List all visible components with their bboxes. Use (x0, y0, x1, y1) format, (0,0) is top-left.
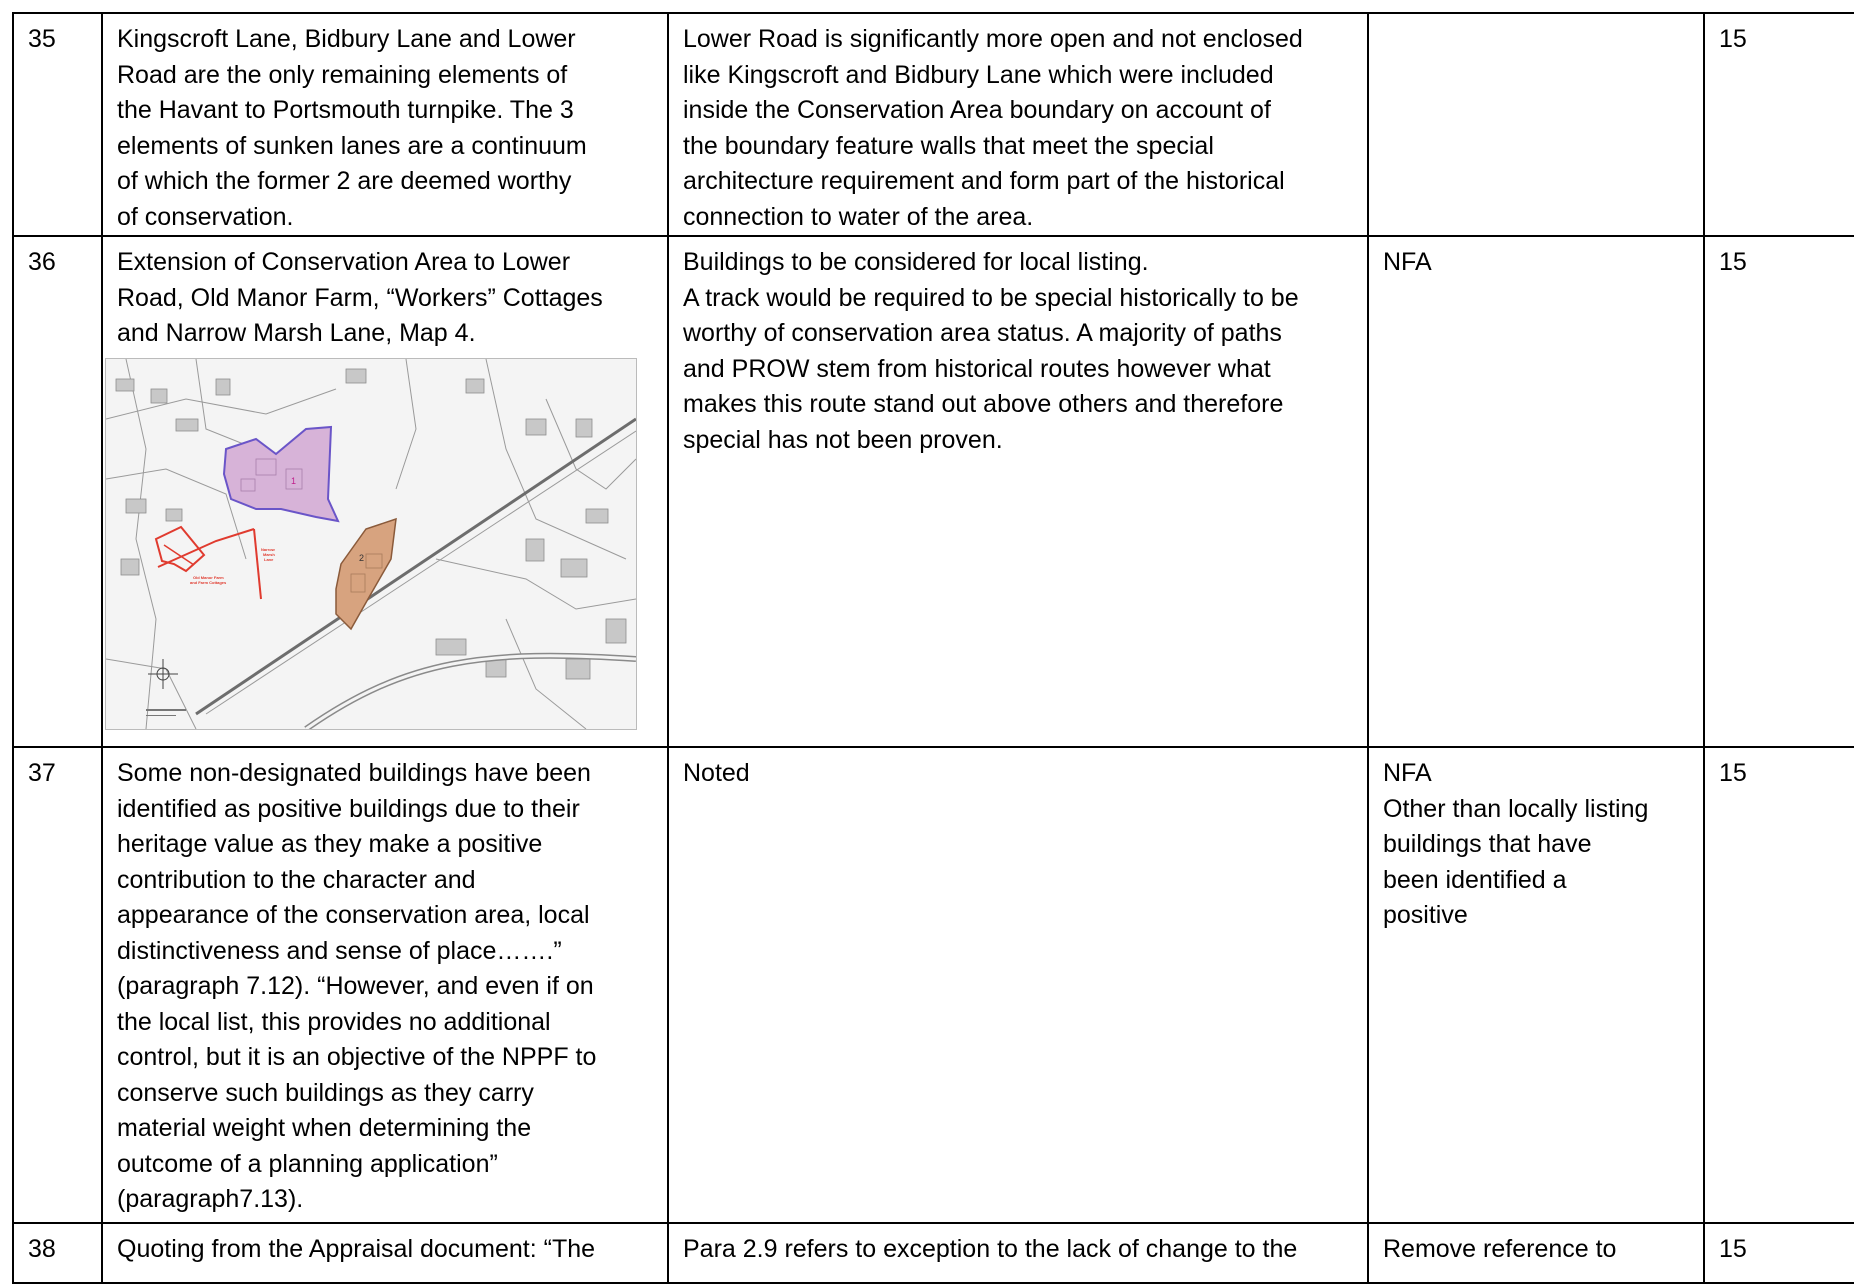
farm-label-line: Old Manor Farm (193, 574, 224, 580)
table-row (13, 747, 1854, 1223)
action-line: Other than locally listing (1383, 794, 1649, 823)
response-line: special has not been proven. (683, 425, 1003, 454)
comment-line: of conservation. (117, 202, 294, 231)
action-line: NFA (1383, 759, 1432, 787)
row-number: 37 (13, 747, 102, 1223)
comment-line: control, but it is an objective of the NPPF to (117, 1043, 597, 1071)
response-line: connection to water of the area. (683, 202, 1034, 231)
comment-line: and Narrow Marsh Lane, Map 4. (117, 319, 476, 347)
page-cell: 15 (1704, 13, 1854, 236)
response-line: inside the Conservation Area boundary on account of (683, 96, 1271, 124)
action-line: buildings that have (1383, 830, 1592, 858)
comment-line: the local list, this provides no additional (117, 1007, 551, 1036)
action-line: NFA (1383, 248, 1432, 276)
response-line: A track would be required to be special historically to be (683, 283, 1299, 312)
comment-line: Quoting from the Appraisal document: “The (117, 1235, 596, 1263)
page-cell: 15 (1704, 1223, 1854, 1283)
comment-line: Kingscroft Lane, Bidbury Lane and Lower (117, 25, 576, 53)
table-row (13, 236, 1854, 747)
comment-line: identified as positive buildings due to their (117, 794, 580, 823)
comment-cell (102, 747, 668, 1223)
action-cell (1368, 747, 1704, 1223)
response-line: like Kingscroft and Bidbury Lane which were included (683, 60, 1274, 89)
comment-line: Road, Old Manor Farm, “Workers” Cottages (117, 283, 603, 312)
table-row (13, 1223, 1854, 1283)
response-cell (668, 747, 1368, 1223)
response-cell (668, 236, 1368, 747)
conservation-area-map (105, 358, 637, 730)
comment-line: (paragraph 7.12). “However, and even if on (117, 972, 594, 1000)
response-line: architecture requirement and form part of the historical (683, 167, 1285, 195)
comment-line: outcome of a planning application” (117, 1149, 498, 1178)
response-line: Para 2.9 refers to exception to the lack of change to the (683, 1235, 1298, 1263)
response-cell (668, 1223, 1368, 1283)
row-number: 36 (13, 236, 102, 747)
comment-line: elements of sunken lanes are a continuum (117, 131, 587, 160)
area-label-2: 2 (359, 552, 365, 563)
comment-line: conserve such buildings as they carry (117, 1078, 534, 1107)
comment-line: contribution to the character and (117, 865, 476, 894)
action-cell (1368, 13, 1704, 236)
page-cell: 15 (1704, 747, 1854, 1223)
comment-cell (102, 1223, 668, 1283)
comment-cell (102, 236, 668, 747)
action-line: positive (1383, 901, 1468, 929)
comment-line: material weight when determining the (117, 1114, 532, 1142)
action-cell (1368, 236, 1704, 747)
table-row (13, 13, 1854, 236)
comment-line: heritage value as they make a positive (117, 830, 543, 858)
response-line: and PROW stem from historical routes however what (683, 354, 1271, 383)
response-line: the boundary feature walls that meet the special (683, 131, 1214, 160)
response-line: worthy of conservation area status. A majority of paths (683, 319, 1282, 347)
response-cell (668, 13, 1368, 236)
comment-line: Extension of Conservation Area to Lower (117, 248, 571, 276)
response-line: makes this route stand out above others and therefore (683, 390, 1284, 418)
comment-line: of which the former 2 are deemed worthy (117, 167, 572, 195)
row-number: 38 (13, 1223, 102, 1283)
farm-label-line: and Farm Cottages (190, 579, 227, 585)
response-line: Lower Road is significantly more open and not enclosed (683, 25, 1303, 53)
action-line: Remove reference to (1383, 1235, 1617, 1263)
comment-line: Road are the only remaining elements of (117, 60, 568, 89)
page-cell: 15 (1704, 236, 1854, 747)
comment-line: distinctiveness and sense of place…….” (117, 936, 562, 965)
row-number: 35 (13, 13, 102, 236)
area-label-1: 1 (291, 475, 297, 486)
lane-label-line: Lane (264, 556, 274, 562)
response-line: Buildings to be considered for local listing. (683, 248, 1149, 276)
lane-label-line: Marsh (263, 551, 275, 557)
response-line: Noted (683, 759, 750, 787)
comment-line: the Havant to Portsmouth turnpike. The 3 (117, 96, 574, 124)
consultation-table (12, 12, 1854, 1284)
lane-label-line: Narrow (261, 546, 275, 552)
comment-cell (102, 13, 668, 236)
action-cell (1368, 1223, 1704, 1283)
comment-line: Some non-designated buildings have been (117, 759, 591, 787)
action-line: been identified a (1383, 865, 1567, 894)
comment-line: (paragraph7.13). (117, 1185, 304, 1213)
comment-line: appearance of the conservation area, local (117, 901, 590, 929)
